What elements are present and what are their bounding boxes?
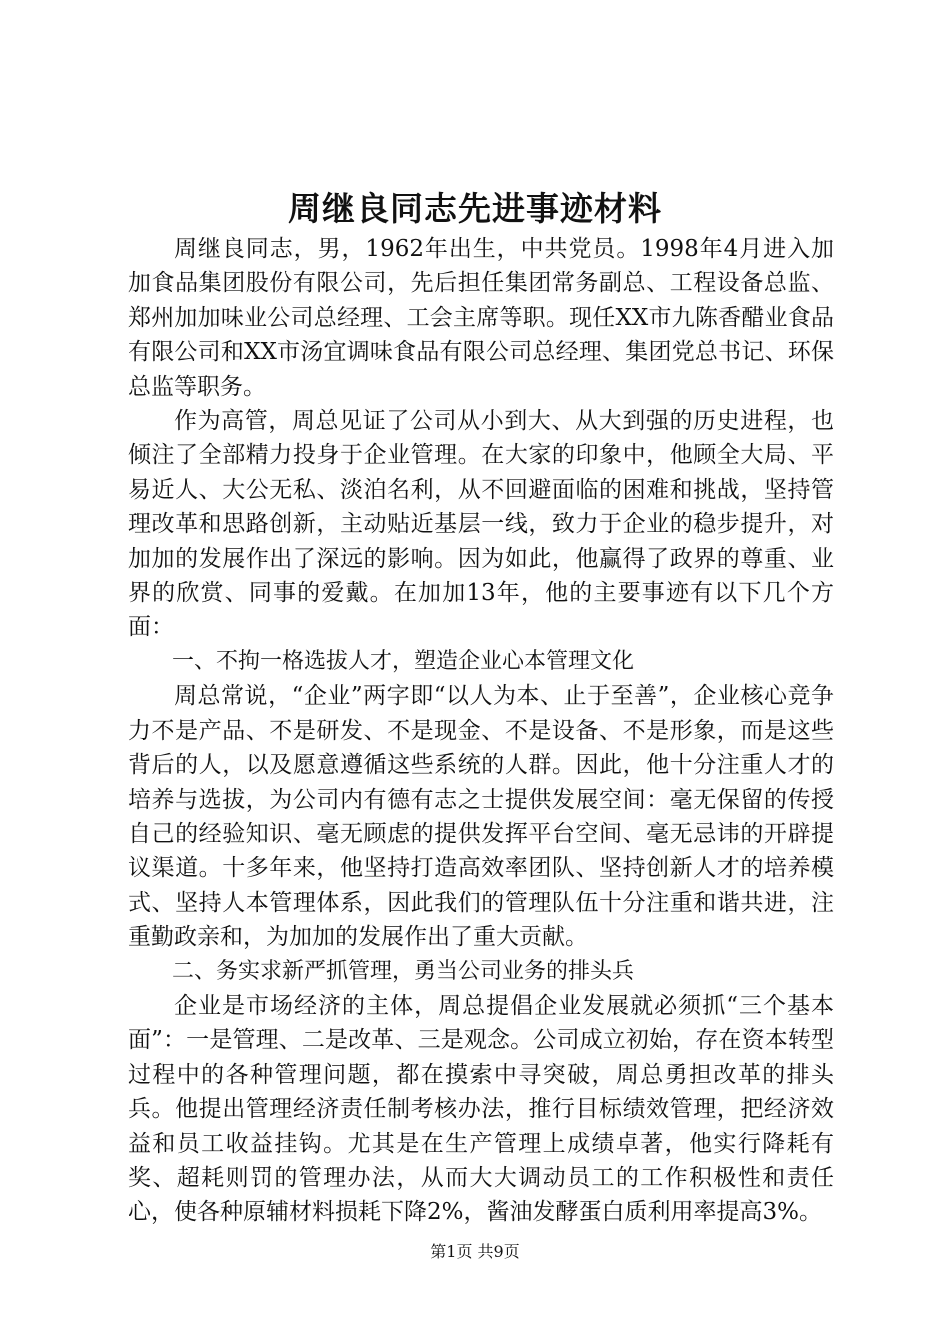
paragraph-overview: 作为高管，周总见证了公司从小到大、从大到强的历史进程，也倾注了全部精力投身于企业管理。在大家的印象中，他顾全大局、平易近人、大公无私、淡泊名利，从不回避面临的困难和挑战，坚持管理改革和思路创新，主动贴近基层一线，致力于企业的稳步提升，对加加的发展作出了深远的影响。因为如此，他赢得了政界的尊重、业界的欣赏、同事的爱戴。在加加13年，他的主要事迹有以下几个方面： (128, 408, 834, 641)
document-body (128, 232, 834, 1230)
paragraph-management: 企业是市场经济的主体，周总提倡企业发展就必须抓“三个基本面”：一是管理、二是改革、三是观念。公司成立初始，存在资本转型过程中的各种管理问题，都在摸索中寻突破，周总勇担改革的排头兵。他提出管理经济责任制考核办法，推行目标绩效管理，把经济效益和员工收益挂钩。尤其是在生产管理上成绩卓著，他实行降耗有奖、超耗则罚的管理办法，从而大大调动员工的工作积极性和责任心，使各种原辅材料损耗下降2%，酱油发酵蛋白质利用率提高3%。 (128, 992, 834, 1226)
page-footer: 第1页 共9页 (430, 1242, 520, 1261)
section-heading-2: 二、务实求新严抓管理，勇当公司业务的排头兵 (172, 958, 635, 984)
document-title: 周继良同志先进事迹材料 (288, 189, 662, 228)
paragraph-intro: 周继良同志，男，1962年出生，中共党员。1998年4月进入加加食品集团股份有限公司，先后担任集团常务副总、工程设备总监、郑州加加味业公司总经理、工会主席等职。现任XX市九陈香醋业食品有限公司和XX市汤宜调味食品有限公司总经理、集团党总书记、环保总监等职务。 (128, 236, 834, 400)
paragraph-talent: 周总常说，“企业”两字即“以人为本、止于至善”，企业核心竞争力不是产品、不是研发、不是现金、不是设备、不是形象，而是这些背后的人，以及愿意遵循这些系统的人群。因此，他十分注重人才的培养与选拔，为公司内有德有志之士提供发展空间：毫无保留的传授自己的经验知识、毫无顾虑的提供发挥平台空间、毫无忌讳的开辟提议渠道。十多年来，他坚持打造高效率团队、坚持创新人才的培养模式、坚持人本管理体系，因此我们的管理队伍十分注重和谐共进，注重勤政亲和，为加加的发展作出了重大贡献。 (128, 683, 834, 951)
section-heading-1: 一、不拘一格选拔人才，塑造企业心本管理文化 (172, 648, 635, 674)
